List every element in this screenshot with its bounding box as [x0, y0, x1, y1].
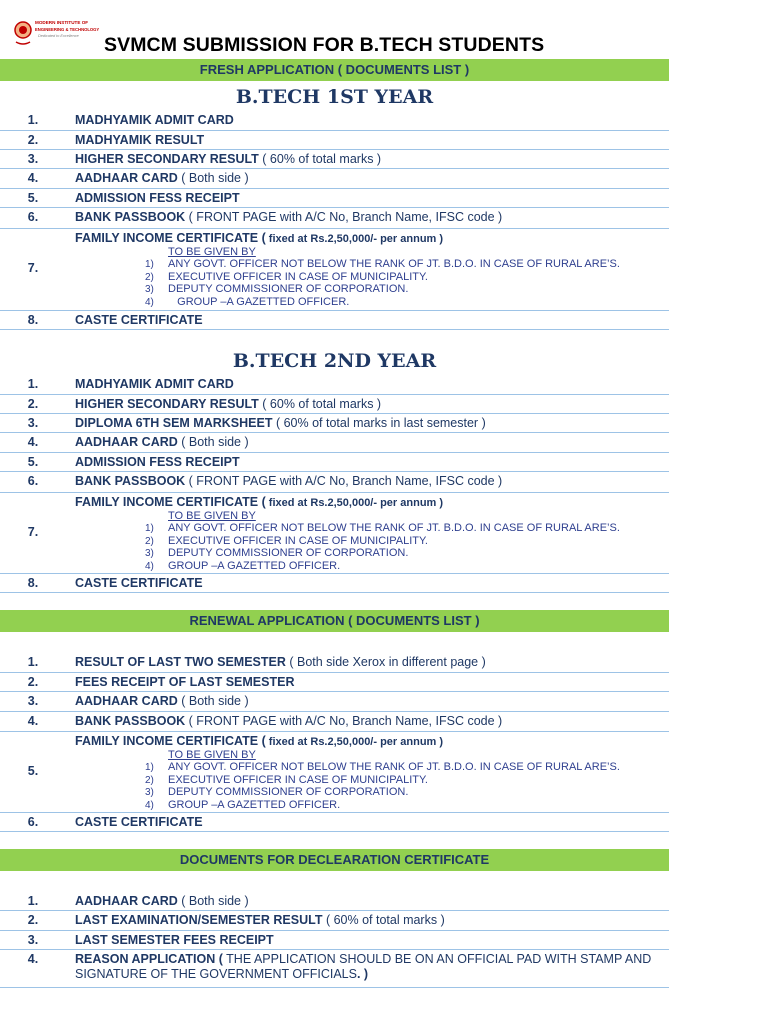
authority-item: [145, 535, 428, 547]
row-document-title: FAMILY INCOME CERTIFICATE (: [75, 231, 266, 245]
row-document-title: MADHYAMIK ADMIT CARD: [75, 113, 234, 127]
authority-item: [145, 258, 620, 270]
row-document-note: ( FRONT PAGE with A/C No, Branch Name, IFSC code ): [185, 474, 503, 488]
document-row: [0, 189, 669, 208]
authority-item: [145, 799, 340, 811]
authority-item: [145, 296, 349, 308]
row-document-name: [75, 815, 203, 829]
row-number: 4.: [27, 714, 39, 728]
row-number: 3.: [27, 152, 39, 166]
row-document-name: [75, 495, 443, 509]
document-row: [0, 111, 669, 131]
authority-item: [145, 283, 408, 295]
authority-number: 3): [145, 284, 154, 295]
authority-item: [145, 560, 340, 572]
row-document-name: [75, 313, 203, 327]
document-row: [0, 131, 669, 150]
row-document-title: AADHAAR CARD: [75, 694, 178, 708]
row-number: 2.: [27, 133, 39, 147]
document-row: [0, 169, 669, 189]
authority-number: 2): [145, 535, 154, 547]
row-number: 4.: [27, 952, 39, 966]
authority-item: [145, 774, 428, 786]
authority-text: DEPUTY COMMISSIONER OF CORPORATION.: [168, 547, 409, 559]
row-document-end: . ): [356, 967, 369, 981]
row-number: 8.: [27, 313, 39, 327]
authority-item: [145, 271, 428, 283]
fresh-application-bar: FRESH APPLICATION ( DOCUMENTS LIST ): [0, 59, 669, 81]
row-document-name: [75, 171, 249, 185]
row-document-note: fixed at Rs.2,50,000/- per annum ): [265, 233, 444, 245]
document-row: [0, 931, 669, 950]
row-document-name: [75, 231, 443, 245]
document-row: [0, 732, 669, 813]
authority-text: GROUP –A GAZETTED OFFICER.: [168, 798, 341, 811]
row-number: 6.: [27, 815, 39, 829]
document-row: [0, 911, 669, 931]
row-document-title: BANK PASSBOOK: [75, 210, 186, 224]
row-number: 2.: [27, 913, 39, 927]
authority-number: 4): [145, 560, 154, 572]
row-document-title: DIPLOMA 6TH SEM MARKSHEET: [75, 416, 273, 430]
row-document-note: ( FRONT PAGE with A/C No, Branch Name, IFSC code ): [185, 210, 503, 224]
row-number: 2.: [27, 675, 39, 689]
row-document-name: [75, 894, 249, 908]
row-document-name: [75, 952, 655, 982]
document-row: [0, 653, 669, 673]
row-document-title: BANK PASSBOOK: [75, 474, 186, 488]
authority-text: EXECUTIVE OFFICER IN CASE OF MUNICIPALITY.: [168, 773, 428, 786]
row-number: 3.: [27, 694, 39, 708]
document-row: [0, 892, 669, 911]
document-row: [0, 433, 669, 453]
authority-text: DEPUTY COMMISSIONER OF CORPORATION.: [168, 283, 409, 295]
authority-number: 3): [145, 548, 154, 559]
authority-text: EXECUTIVE OFFICER IN CASE OF MUNICIPALITY.: [168, 270, 428, 283]
row-number: 7.: [27, 524, 39, 539]
row-number: 3.: [27, 416, 39, 430]
row-number: 1.: [27, 894, 39, 908]
authority-number: 1): [145, 259, 154, 270]
row-number: 6.: [27, 210, 39, 224]
row-number: 1.: [27, 113, 39, 127]
authority-item: [145, 786, 408, 798]
row-number: 2.: [27, 397, 39, 411]
row-number: 8.: [27, 576, 39, 590]
row-document-title: AADHAAR CARD: [75, 894, 178, 908]
row-document-name: [75, 191, 240, 205]
row-document-title: LAST EXAMINATION/SEMESTER RESULT: [75, 913, 323, 927]
row-document-title: LAST SEMESTER FEES RECEIPT: [75, 933, 274, 947]
document-row: [0, 493, 669, 574]
authority-number: 2): [145, 271, 154, 283]
row-document-title: RESULT OF LAST TWO SEMESTER: [75, 655, 286, 669]
authority-text: GROUP –A GAZETTED OFFICER.: [168, 295, 350, 308]
row-number: 1.: [27, 655, 39, 669]
document-row: [0, 395, 669, 414]
btech-1st-year-heading: B.TECH 1ST YEAR: [235, 86, 434, 108]
row-number: 5.: [27, 455, 39, 469]
row-document-title: CASTE CERTIFICATE: [75, 815, 203, 829]
document-row: [0, 813, 669, 832]
row-document-name: [75, 455, 240, 469]
document-row: [0, 472, 669, 493]
row-document-note: ( 60% of total marks ): [258, 152, 382, 166]
document-row: [0, 208, 669, 229]
authority-text: ANY GOVT. OFFICER NOT BELOW THE RANK OF JT. B.D.O. IN CASE OF RURAL ARE’S.: [168, 522, 620, 534]
document-row: [0, 229, 669, 311]
document-row: [0, 453, 669, 472]
row-document-note: ( 60% of total marks ): [322, 913, 445, 927]
row-document-name: [75, 714, 502, 728]
row-document-name: [75, 675, 294, 689]
row-number: 7.: [27, 261, 39, 275]
row-document-name: [75, 377, 234, 391]
authority-number: 3): [145, 787, 154, 798]
authority-number: 4): [145, 799, 154, 811]
btech-2nd-year-heading: B.TECH 2ND YEAR: [232, 350, 437, 372]
row-document-title: REASON APPLICATION (: [75, 952, 223, 966]
row-document-name: [75, 694, 249, 708]
document-row: [0, 692, 669, 712]
row-document-name: [75, 113, 234, 127]
row-document-note: fixed at Rs.2,50,000/- per annum ): [265, 736, 444, 748]
row-document-title: CASTE CERTIFICATE: [75, 576, 203, 590]
logo-line-2: ENGINEERING & TECHNOLOGY: [35, 27, 100, 32]
row-number: 4.: [27, 435, 39, 449]
row-document-name: [75, 655, 486, 669]
row-document-name: [75, 152, 381, 166]
row-document-title: AADHAAR CARD: [75, 435, 178, 449]
row-document-note: ( 60% of total marks ): [258, 397, 382, 411]
page-title: SVMCM SUBMISSION FOR B.TECH STUDENTS: [104, 34, 545, 56]
logo-line-1: MODERN INSTITUTE OF: [35, 20, 89, 25]
document-row: [0, 311, 669, 330]
document-row: [0, 673, 669, 692]
logo-line-3: Dedicated to Excellence: [38, 34, 79, 38]
row-document-name: [75, 397, 381, 411]
document-row: [0, 950, 669, 988]
row-document-note: ( Both side Xerox in different page ): [285, 655, 486, 669]
row-number: 4.: [27, 171, 39, 185]
row-document-title: ADMISSION FESS RECEIPT: [75, 455, 240, 469]
authorities-heading: TO BE GIVEN BY: [168, 749, 256, 761]
document-row: [0, 712, 669, 732]
row-document-name: [75, 913, 445, 927]
renewal-application-bar: RENEWAL APPLICATION ( DOCUMENTS LIST ): [0, 610, 669, 632]
row-document-note: ( Both side ): [177, 894, 249, 908]
authority-number: 2): [145, 774, 154, 786]
document-row: [0, 414, 669, 433]
row-document-note: fixed at Rs.2,50,000/- per annum ): [265, 497, 444, 509]
document-row: [0, 574, 669, 593]
authority-text: ANY GOVT. OFFICER NOT BELOW THE RANK OF JT. B.D.O. IN CASE OF RURAL ARE’S.: [168, 761, 620, 773]
row-document-name: [75, 474, 502, 488]
row-document-note: THE APPLICATION SHOULD BE ON AN OFFICIAL PAD WITH STAMP AND SIGNATURE OF THE GOVERNMENT OFFICIALS: [75, 952, 652, 981]
row-document-note: ( Both side ): [177, 435, 249, 449]
row-document-name: [75, 416, 486, 430]
row-document-title: FEES RECEIPT OF LAST SEMESTER: [75, 675, 295, 689]
row-document-name: [75, 435, 249, 449]
row-document-title: HIGHER SECONDARY RESULT: [75, 397, 259, 411]
authorities-heading: TO BE GIVEN BY: [168, 510, 256, 522]
row-document-name: [75, 576, 203, 590]
document-row: [0, 150, 669, 169]
row-document-title: CASTE CERTIFICATE: [75, 313, 203, 327]
row-document-title: BANK PASSBOOK: [75, 714, 186, 728]
row-document-title: FAMILY INCOME CERTIFICATE (: [75, 734, 266, 748]
row-document-title: MADHYAMIK ADMIT CARD: [75, 377, 234, 391]
row-number: 5.: [27, 763, 39, 778]
row-document-note: ( FRONT PAGE with A/C No, Branch Name, IFSC code ): [185, 714, 503, 728]
declaration-certificate-bar: DOCUMENTS FOR DECLEARATION CERTIFICATE: [0, 849, 669, 871]
row-number: 3.: [27, 933, 39, 947]
document-row: [0, 375, 669, 395]
row-document-title: FAMILY INCOME CERTIFICATE (: [75, 495, 266, 509]
authority-number: 1): [145, 523, 154, 534]
row-document-note: ( 60% of total marks in last semester ): [272, 416, 486, 430]
authority-item: [145, 761, 620, 773]
row-document-note: ( Both side ): [177, 171, 249, 185]
row-document-name: [75, 210, 502, 224]
authority-text: GROUP –A GAZETTED OFFICER.: [168, 559, 341, 572]
authority-text: DEPUTY COMMISSIONER OF CORPORATION.: [168, 786, 409, 798]
row-document-title: ADMISSION FESS RECEIPT: [75, 191, 240, 205]
authority-number: 1): [145, 762, 154, 773]
row-document-name: [75, 734, 443, 748]
row-document-title: MADHYAMIK RESULT: [75, 133, 205, 147]
row-number: 1.: [27, 377, 39, 391]
row-document-note: ( Both side ): [177, 694, 249, 708]
authority-text: EXECUTIVE OFFICER IN CASE OF MUNICIPALITY.: [168, 534, 428, 547]
row-document-name: [75, 133, 204, 147]
row-document-title: AADHAAR CARD: [75, 171, 178, 185]
authorities-heading: TO BE GIVEN BY: [168, 246, 256, 258]
row-number: 5.: [27, 191, 39, 205]
authority-text: ANY GOVT. OFFICER NOT BELOW THE RANK OF JT. B.D.O. IN CASE OF RURAL ARE’S.: [168, 258, 620, 270]
row-document-name: [75, 933, 274, 947]
authority-item: [145, 522, 620, 534]
row-number: 6.: [27, 474, 39, 488]
authority-item: [145, 547, 408, 559]
row-document-title: HIGHER SECONDARY RESULT: [75, 152, 259, 166]
institute-logo: [14, 16, 100, 48]
authority-number: 4): [145, 296, 154, 308]
